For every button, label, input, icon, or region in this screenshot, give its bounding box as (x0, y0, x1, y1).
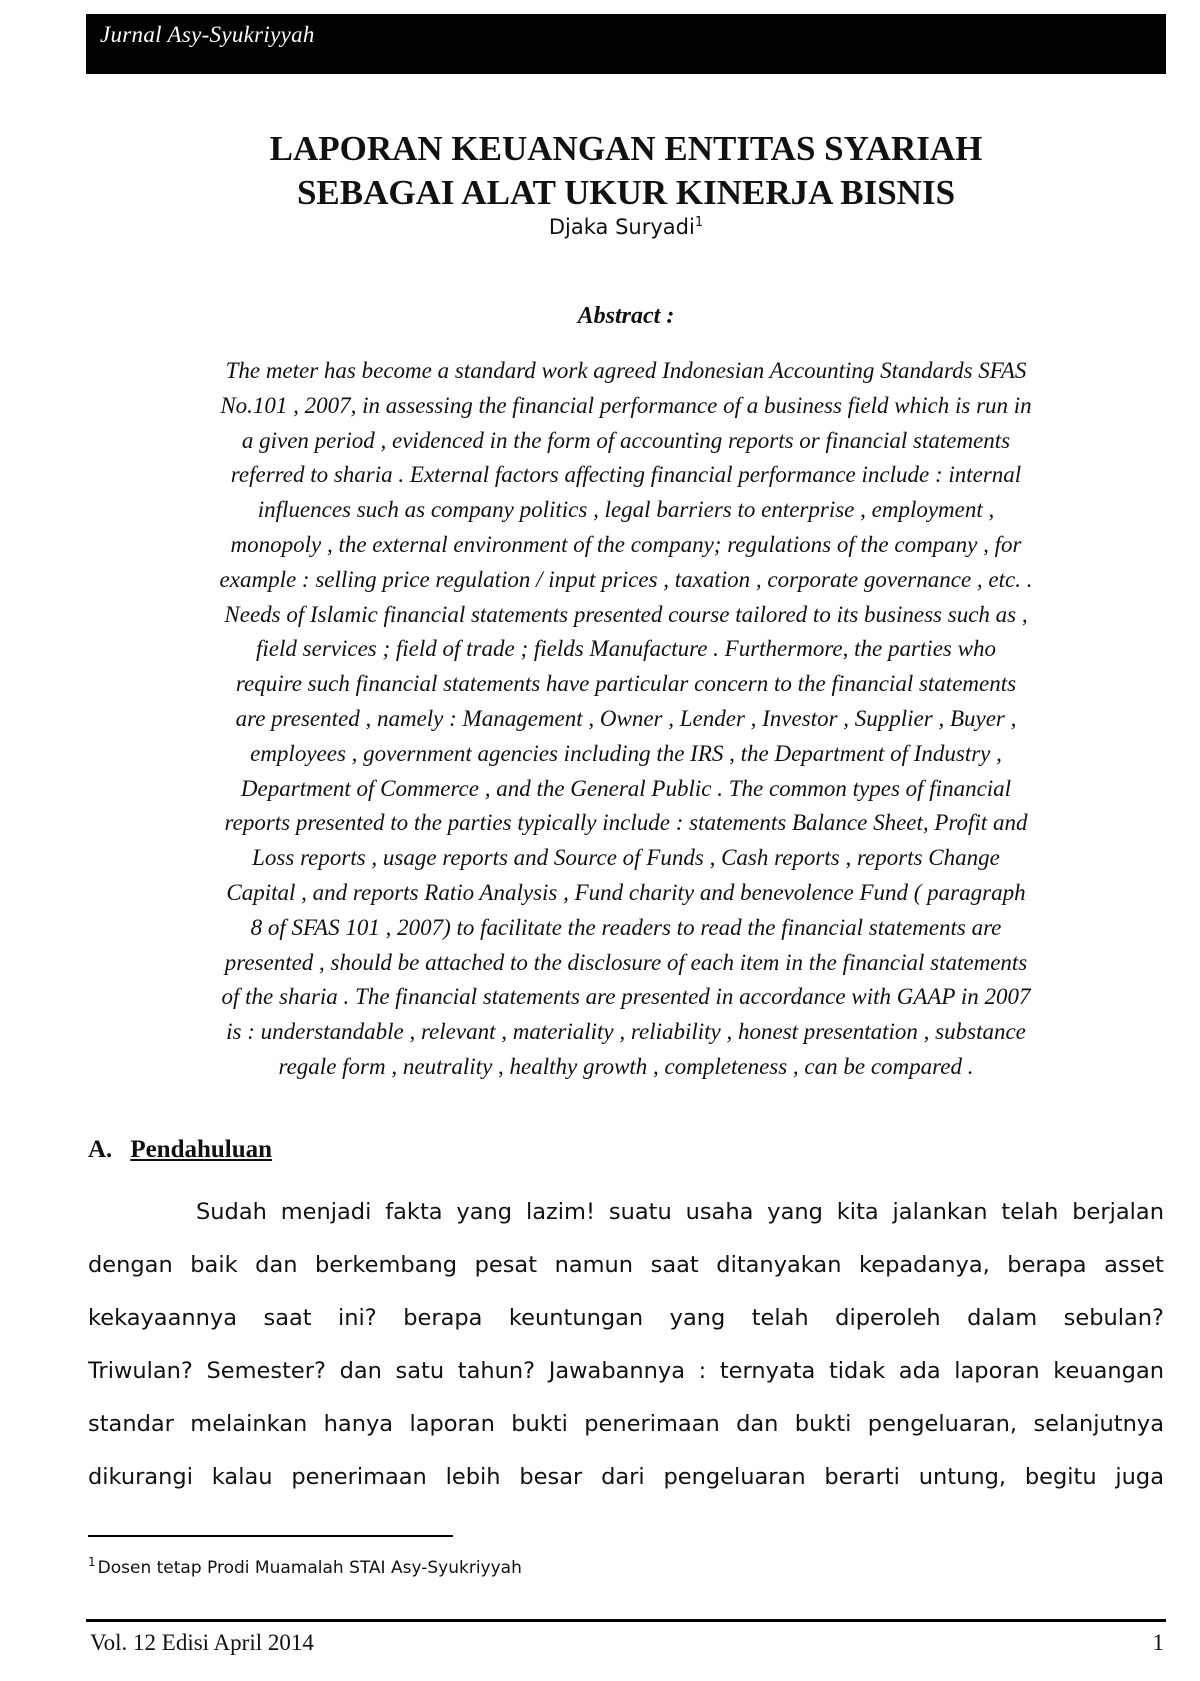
footer-divider (86, 1619, 1166, 1622)
section-number: A. (88, 1136, 113, 1163)
abstract-body (86, 354, 1166, 1085)
footnote-divider (88, 1535, 453, 1537)
abstract-line: regale form , neutrality , healthy growth , completeness , can be compared . (278, 1053, 974, 1079)
author-line (86, 215, 1166, 239)
abstract-line: referred to sharia . External factors affecting financial performance include : internal (230, 462, 1022, 488)
author-footnote-mark: 1 (694, 215, 704, 230)
journal-name: Jurnal Asy-Syukriyyah (100, 22, 315, 47)
article-title-line-2: SEBAGAI ALAT UKUR KINERJA BISNIS (296, 173, 956, 212)
abstract-line: a given period , evidenced in the form of accounting reports or financial statements (241, 427, 1011, 453)
footer-volume-info: Vol. 12 Edisi April 2014 (90, 1630, 314, 1655)
abstract-line: Loss reports , usage reports and Source of Funds , Cash reports , reports Change (252, 845, 1000, 871)
abstract-line: The meter has become a standard work agreed Indonesian Accounting Standards SFAS (225, 358, 1027, 383)
abstract-line: are presented , namely : Management , Owner , Lender , Investor , Supplier , Buyer , (235, 705, 1017, 731)
body-line: kekayaannya saat ini? berapa keuntungan yang telah diperoleh dalam sebulan? (88, 1305, 1164, 1331)
abstract-line: reports presented to the parties typically include : statements Balance Sheet, Profit and (224, 810, 1028, 836)
abstract-line: Capital , and reports Ratio Analysis , Fund charity and benevolence Fund ( paragraph (226, 879, 1026, 905)
abstract-line: monopoly , the external environment of the company; regulations of the company , for (230, 531, 1022, 557)
body-line: Sudah menjadi fakta yang lazim! suatu usaha yang kita jalankan telah berjalan (196, 1199, 1164, 1225)
abstract-line: employees , government agencies including the IRS , the Department of Industry , (250, 740, 1002, 766)
abstract-line: presented , should be attached to the disclosure of each item in the financial statements (224, 949, 1028, 975)
footnote-text: Dosen tetap Prodi Muamalah STAI Asy-Syukriyyah (97, 1558, 522, 1578)
abstract-line: require such financial statements have particular concern to the financial statements (235, 671, 1017, 697)
abstract-line: example : selling price regulation / input prices , taxation , corporate governance , etc. . (219, 566, 1033, 592)
abstract-line: is : understandable , relevant , materiality , reliability , honest presentation , substance (226, 1019, 1026, 1045)
abstract-line: No.101 , 2007, in assessing the financial performance of a business field which is run in (220, 392, 1032, 418)
footnote-mark: 1 (88, 1555, 96, 1569)
abstract-line: Needs of Islamic financial statements presented course tailored to its business such as , (224, 601, 1028, 627)
abstract-line: influences such as company politics , legal barriers to enterprise , employment , (257, 497, 995, 523)
article-title-line-1: LAPORAN KEUANGAN ENTITAS SYARIAH (269, 129, 983, 168)
section-title: Pendahuluan (130, 1136, 273, 1163)
page-number: 1 (1152, 1630, 1164, 1655)
abstract-line: Department of Commerce , and the General Public . The common types of financial (240, 775, 1012, 801)
footnote (88, 1555, 522, 1578)
body-line: dengan baik dan berkembang pesat namun saat ditanyakan kepadanya, berapa asset (88, 1252, 1164, 1278)
section-heading (88, 1136, 272, 1164)
abstract-line: field services ; field of trade ; fields Manufacture . Furthermore, the parties who (256, 636, 996, 662)
body-line: dikurangi kalau penerimaan lebih besar dari pengeluaran berarti untung, begitu juga (88, 1464, 1164, 1490)
body-line: standar melainkan hanya laporan bukti penerimaan dan bukti pengeluaran, selanjutnya (88, 1411, 1164, 1437)
author-name: Djaka Suryadi (548, 215, 695, 239)
abstract-line: of the sharia . The financial statements are presented in accordance with GAAP in 2007 (221, 984, 1031, 1010)
abstract-heading: Abstract : (577, 303, 675, 329)
body-line: Triwulan? Semester? dan satu tahun? Jawabannya : ternyata tidak ada laporan keuangan (88, 1358, 1164, 1384)
section-body (88, 1186, 1164, 1504)
abstract-line: 8 of SFAS 101 , 2007) to facilitate the readers to read the financial statements are (250, 914, 1002, 940)
